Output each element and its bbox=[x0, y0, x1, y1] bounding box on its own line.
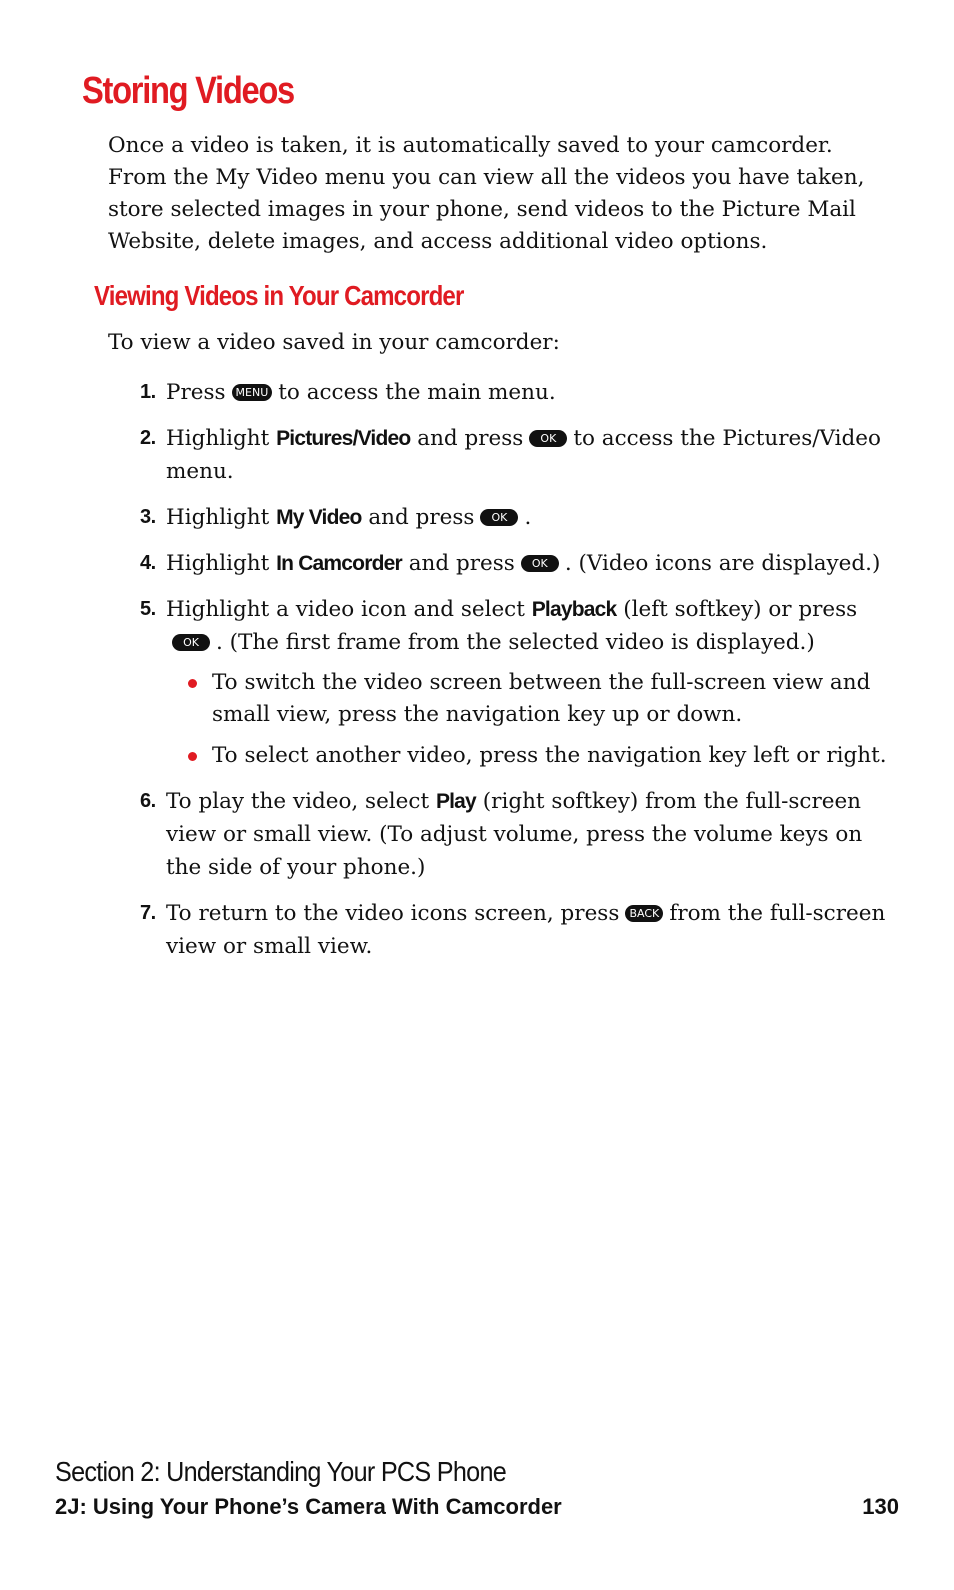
bullet-item bbox=[166, 740, 900, 772]
step-number: 1. bbox=[140, 381, 156, 403]
step-1 bbox=[140, 376, 900, 409]
menu-item-label: In Camcorder bbox=[276, 552, 402, 575]
step-text: to access the Pictures/Video menu. bbox=[166, 426, 881, 484]
ok-key-icon: OK bbox=[529, 430, 567, 447]
step-number: 3. bbox=[140, 506, 156, 528]
menu-item-label: Pictures/Video bbox=[276, 427, 411, 450]
step-4 bbox=[140, 547, 900, 580]
step-number: 5. bbox=[140, 598, 156, 620]
step-text: and press bbox=[417, 426, 524, 451]
step-text: Highlight bbox=[166, 426, 270, 451]
footer-chapter-title: 2J: Using Your Phone’s Camera With Camcorder bbox=[55, 1494, 562, 1519]
bullet-item bbox=[166, 667, 900, 731]
step-text: Highlight bbox=[166, 505, 270, 530]
section-subtitle: Viewing Videos in Your Camcorder bbox=[94, 280, 464, 311]
step-text: . bbox=[524, 505, 532, 530]
step-text: . (Video icons are displayed.) bbox=[564, 551, 881, 576]
softkey-label: Playback bbox=[531, 598, 617, 621]
page-number: 130 bbox=[862, 1494, 899, 1519]
step-text: . (The first frame from the selected video is displayed.) bbox=[216, 630, 815, 655]
footer-section-title: Section 2: Understanding Your PCS Phone bbox=[55, 1456, 507, 1487]
menu-item-label: My Video bbox=[276, 506, 362, 529]
step-text: To return to the video icons screen, press bbox=[166, 901, 620, 926]
ok-key-icon: OK bbox=[480, 509, 518, 526]
intro-paragraph: Once a video is taken, it is automatically saved to your camcorder. From the My Video menu you can view all the videos you have taken, store selected images in your phone, send videos to the Picture Mail Website, delete images, and access additional video options. bbox=[108, 133, 865, 254]
step-3 bbox=[140, 501, 900, 534]
lead-text: To view a video saved in your camcorder: bbox=[108, 330, 560, 355]
step-text: to access the main menu. bbox=[278, 380, 556, 405]
bullet-list bbox=[166, 667, 900, 772]
step-2 bbox=[140, 422, 900, 488]
steps-list bbox=[140, 376, 900, 976]
step-text: (left softkey) or press bbox=[623, 597, 858, 622]
step-text: and press bbox=[408, 551, 515, 576]
page-title: Storing Videos bbox=[82, 70, 294, 112]
step-number: 7. bbox=[140, 902, 156, 924]
ok-key-icon: OK bbox=[172, 634, 210, 651]
step-text: Highlight bbox=[166, 551, 270, 576]
step-text: from the full-screen view or small view. bbox=[166, 901, 886, 959]
ok-key-icon: OK bbox=[521, 555, 559, 572]
back-key-icon: BACK bbox=[625, 905, 663, 922]
bullet-dot-icon bbox=[188, 752, 197, 761]
step-6 bbox=[140, 785, 900, 884]
step-7 bbox=[140, 897, 900, 963]
step-number: 4. bbox=[140, 552, 156, 574]
step-text: To play the video, select bbox=[166, 789, 430, 814]
bullet-text: To select another video, press the navigation key left or right. bbox=[212, 743, 887, 768]
softkey-label: Play bbox=[435, 790, 476, 813]
step-text: Highlight a video icon and select bbox=[166, 597, 525, 622]
bullet-text: To switch the video screen between the full-screen view and small view, press the navigation key up or down. bbox=[212, 670, 871, 727]
step-5 bbox=[140, 593, 900, 772]
step-text: Press bbox=[166, 380, 226, 405]
menu-key-icon: MENU bbox=[232, 384, 273, 401]
step-text: (right softkey) from the full-screen view or small view. (To adjust volume, press the volume keys on the side of your phone.) bbox=[166, 789, 863, 880]
step-number: 2. bbox=[140, 427, 156, 449]
step-text: and press bbox=[368, 505, 475, 530]
step-number: 6. bbox=[140, 790, 156, 812]
bullet-dot-icon bbox=[188, 679, 197, 688]
